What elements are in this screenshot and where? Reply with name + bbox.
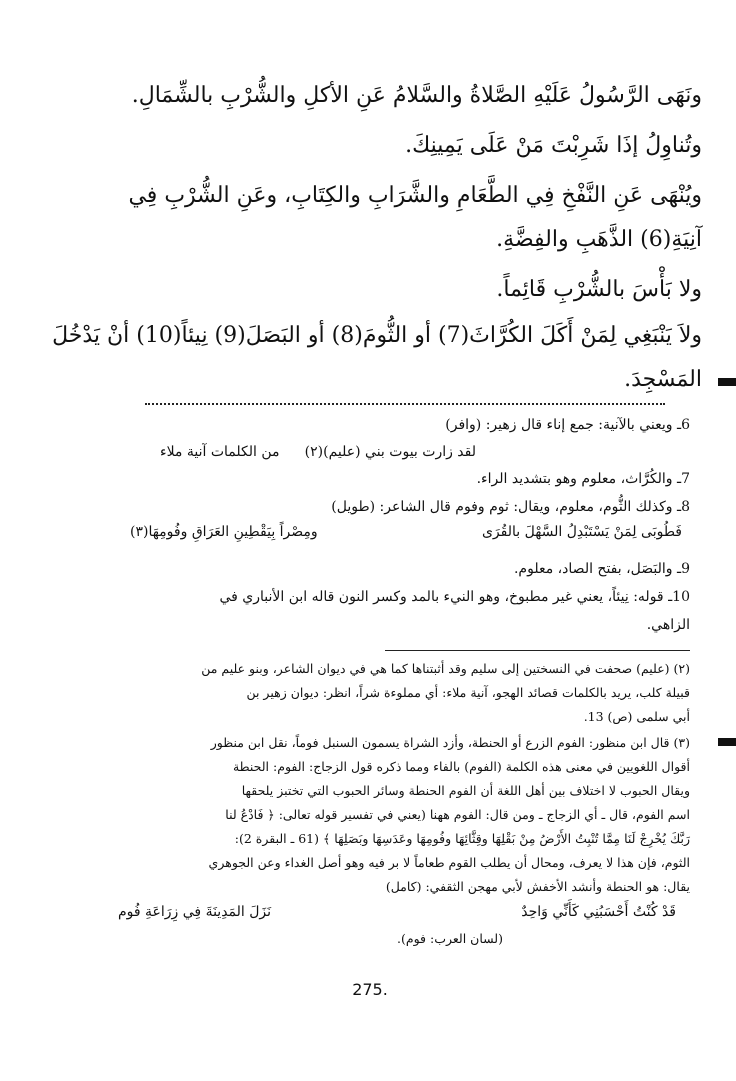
footnote-verse-right: قَدْ كُنْتُ أَحْسَبُنِي كَأَنِّي وَاحِدٌ: [521, 904, 676, 920]
footnote-line: (٢) (عليم) صحفت في النسختين إلى سليم وقد أثبتناها كما هي في ديوان الشاعر، وبنو عليم من: [201, 661, 690, 676]
footnote-line: قبيلة كلب، يريد بالكلمات قصائد الهجو، آنية ملاء: أي مملوءة شراً، انظر: ديوان زهير بن: [246, 685, 690, 700]
note-8-verse-left: ومِصْراً بِيَقْطِينِ العَرَاقِ وفُومِهَا(٣): [130, 524, 318, 540]
main-line-3: ويُنْهَى عَنِ النَّفْخِ فِي الطَّعَامِ والشَّرَابِ والكِتَابِ، وعَنِ الشُّرْبِ فِي: [128, 183, 702, 208]
footnote-line: أقوال اللغويين في معنى هذه الكلمة (الفوم) بالفاء ومما ذكره قول الزجاج: الفوم: الحنطة: [232, 759, 690, 774]
margin-mark: [718, 378, 736, 386]
footnote-verse-left: نَزَلَ المَدِينَةَ فِي زِرَاعَةِ فُوم: [118, 904, 272, 920]
footnote-line: يقال: هو الحنطة وأنشد الأخفش لأبي مهجن الثقفي: (كامل): [385, 879, 690, 894]
note-10-continued: الزاهي.: [646, 617, 690, 633]
note-8: 8ـ وكذلك الثُّوم، معلوم، ويقال: ثوم وفوم قال الشاعر: (طويل): [331, 499, 690, 515]
footnote-line: أبي سلمى (ص) 13.: [583, 709, 690, 724]
footnote-line: الثوم، فإن هذا لا يعرف، ومحال أن يطلب القوم طعاماً لا بر فيه وهو أصل الغداء وعن الجوهري: [208, 855, 690, 870]
note-8-verse-right: فَطُوبَى لِمَنْ يَسْتَبْدِلُ السَّهْلَ بالقُرَى: [481, 524, 682, 540]
main-line-1: ونَهَى الرَّسُولُ عَلَيْهِ الصَّلاةُ والسَّلامُ عَنِ الأكلِ والشُّرْبِ بالشِّمَالِ.: [131, 83, 702, 108]
note-6: 6ـ ويعني بالآنية: جمع إناء قال زهير: (وافر): [445, 417, 690, 433]
note-6-verse-left: من الكلمات آنية ملاء: [160, 444, 280, 460]
footnote-line: ويقال الحبوب لا اختلاف بين أهل اللغة أن الفوم الحنطة وسائر الحبوب التي تختبز يلحقها: [241, 783, 690, 798]
footnote-rule: [385, 650, 690, 651]
footnote-source: (لسان العرب: فوم).: [397, 931, 503, 946]
main-line-6: ولاَ يَنْبَغِي لِمَنْ أَكَلَ الكُرَّاثَ(7) أو الثُّومَ(8) أو البَصَلَ(9) نِيئاً(10) أنْ يَدْخُلَ: [52, 323, 702, 348]
main-line-7: المَسْجِدَ.: [624, 367, 702, 392]
dotted-separator: [145, 403, 665, 405]
main-line-5: ولا بَأْسَ بالشُّرْبِ قَائِماً.: [496, 277, 702, 302]
note-10: 10ـ قوله: نِيئاً، يعني غير مطبوخ، وهو النيء بالمد وكسر النون قاله ابن الأنباري في: [219, 589, 690, 605]
footnote-line: (٣) قال ابن منظور: الفوم الزرع أو الحنطة، وأزد الشراة يسمون السنبل فوماً، نقل ابن منظور: [210, 735, 690, 750]
note-7: 7ـ والكُرَّاث، معلوم وهو بتشديد الراء.: [476, 471, 690, 487]
footnote-line: رَبَّكَ يُخْرِجْ لَنَا مِمَّا تُنْبِتُ الأَرْضُ مِنْ بَقْلِهَا وقِثَّائِهَا وفُومِهَا وعَدَسِهَا وبَصَلِهَا ﴾ (61 ـ البقرة 2):: [234, 831, 690, 846]
page-number: 275.: [352, 980, 388, 999]
footnote-line: اسم الفوم، قال ـ أي الزجاج ـ ومن قال: الفوم ههنا (يعني في تفسير قوله تعالى: ﴿ فَادْعُ لنا: [225, 807, 690, 822]
note-9: 9ـ والبَصَل، بفتح الصاد، معلوم.: [513, 561, 690, 577]
margin-mark: [718, 738, 736, 746]
main-line-2: وتُناوِلُ إذَا شَرِبْتَ مَنْ عَلَى يَمِينِكَ.: [405, 133, 702, 158]
main-line-4: آنِيَةِ(6) الذَّهَبِ والفِضَّةِ.: [496, 227, 702, 252]
note-6-verse-right: لقد زارت بيوت بني (عليم)(٢): [304, 444, 476, 460]
